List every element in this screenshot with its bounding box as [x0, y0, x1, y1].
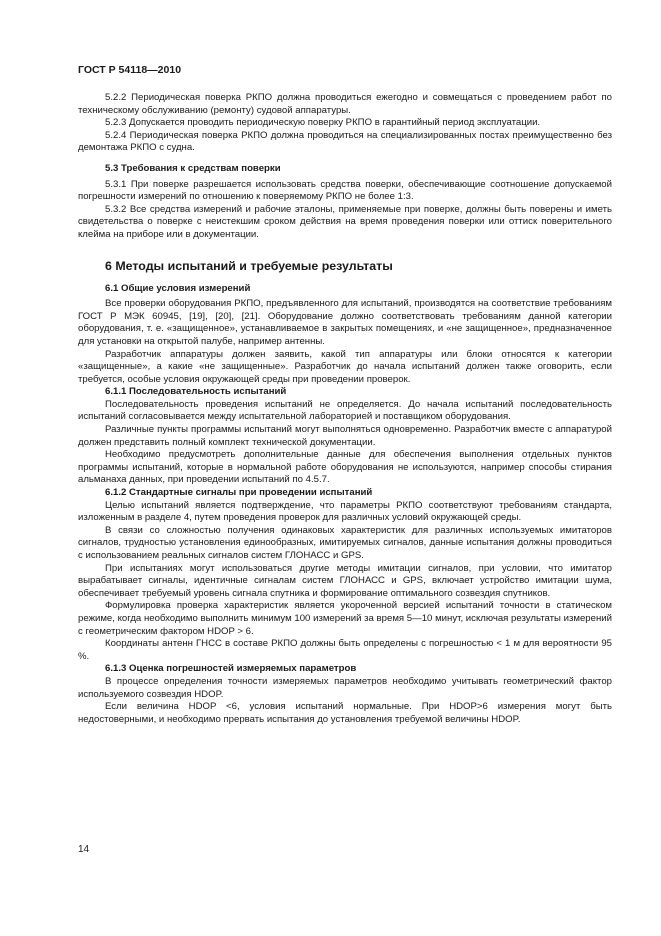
paragraph-6-1-3-b: Если величина HDOP <6, условия испытаний нормальные. При HDOP>6 измерения могут быть недостоверными, и необходимо прервать испытания до установления требуемой величины HDOP.	[78, 701, 612, 725]
paragraph-5-2-3: 5.2.3 Допускается проводить периодическую поверку РКПО в гарантийный период эксплуатации.	[105, 117, 541, 129]
paragraph-5-3-1: 5.3.1 При поверке разрешается использовать средства поверки, обеспечивающие соотношение допускаемой погрешности измерений по отношению к поверяемому РКПО не более 1:3.	[78, 178, 612, 203]
paragraph-6-1-2-e: Координаты антенн ГНСС в составе РКПО должны быть определены с погрешностью < 1 м для вероятности 95 %.	[78, 638, 612, 662]
paragraph-6-1-2-a: Целью испытаний является подтверждение, что параметры РКПО соответствуют требованиям стандарта, изложенным в разделе 4, путем проведения проверок для различных условий окружающей среды.	[78, 499, 612, 524]
paragraph-6-1-2-c: При испытаниях могут использоваться другие методы имитации сигналов, при условии, что имитатор вырабатывает сигналы, идентичные сигналам систем ГЛОНАСС и GPS, включает устройство имитации шума, обеспечивает требуемый уровень сигнала спутника и формирование оптимального созвездия спутников.	[78, 562, 612, 599]
paragraph-6-1-1-b: Различные пункты программы испытаний могут выполняться одновременно. Разработчик вместе с аппаратурой должен представить полный комплект технической документации.	[78, 424, 612, 448]
paragraph-6-1-1-c: Необходимо предусмотреть дополнительные данные для обеспечения выполнения отдельных пунктов программы испытаний, которые в нормальной работе оборудования не используются, например способы стирания альманаха данных, при проведении испытаний по 4.5.7.	[78, 449, 612, 486]
paragraph-6-1-2-b: В связи со сложностью получения одинаковых характеристик для различных используемых имитаторов сигналов, трудностью установления единообразных, имитируемых сигналов, данные испытания должны проводиться с использованием реальных сигналов систем ГЛОНАСС и GPS.	[78, 524, 612, 561]
heading-6-1-2: 6.1.2 Стандартные сигналы при проведении испытаний	[105, 487, 373, 499]
paragraph-6-1-3-a: В процессе определения точности измеряемых параметров необходимо учитывать геометрический фактор используемого созвездия HDOP.	[78, 675, 612, 700]
paragraph-6-1-2-d: Формулировка проверка характеристик является укороченной версией испытаний точности в статическом режиме, когда необходимо выполнить минимум 100 измерений за время 5—10 минут, исключая результаты измерений с геометрическим фактором HDOP > 6.	[78, 600, 612, 637]
page-number: 14	[78, 844, 90, 855]
paragraph-6-1-a: Все проверки оборудования РКПО, предъявленного для испытаний, производятся на соответствие требованиям ГОСТ Р МЭК 60945, [19], [20], [21]. Оборудование должно соответствовать требованиям данной категории оборудования, т. е. «защищенное», устанавливаемое в закрытых помещениях, и «не защищенное», предназначенное для установки на открытой палубе, например антенны.	[78, 298, 612, 347]
document-header: ГОСТ Р 54118—2010	[78, 64, 182, 76]
heading-6-1: 6.1 Общие условия измерений	[105, 282, 251, 294]
document-body	[78, 92, 612, 726]
heading-6-1-1: 6.1.1 Последовательность испытаний	[105, 386, 287, 398]
heading-6-1-3: 6.1.3 Оценка погрешностей измеряемых параметров	[105, 663, 357, 675]
paragraph-5-3-2: 5.3.2 Все средства измерений и рабочие эталоны, применяемые при поверке, должны быть поверены и иметь свидетельства о поверке с неистекшим сроком действия на время проведения поверки или оттиск поверительного клейма на приборе или в документации.	[78, 203, 612, 240]
paragraph-5-2-4: 5.2.4 Периодическая поверка РКПО должна проводиться на специализированных постах преимущественно без демонтажа РКПО с судна.	[78, 129, 612, 154]
heading-5-3: 5.3 Требования к средствам поверки	[105, 162, 281, 174]
paragraph-5-2-2: 5.2.2 Периодическая поверка РКПО должна проводиться ежегодно и совмещаться с проведением работ по техническому обслуживанию (ремонту) судовой аппаратуры.	[78, 92, 612, 116]
paragraph-6-1-1-a: Последовательность проведения испытаний не определяется. До начала испытаний последовательность испытаний согласовывается между испытательной лабораторией и поставщиком оборудования.	[78, 398, 612, 423]
paragraph-6-1-b: Разработчик аппаратуры должен заявить, какой тип аппаратуры или блоки относятся к категории «защищенные», а какие «не защищенные». Разработчик до начала испытаний должен также оговорить, если требуется, особые условия окружающей среды при проведении проверок.	[78, 348, 612, 385]
heading-section-6: 6 Методы испытаний и требуемые результаты	[105, 258, 393, 273]
